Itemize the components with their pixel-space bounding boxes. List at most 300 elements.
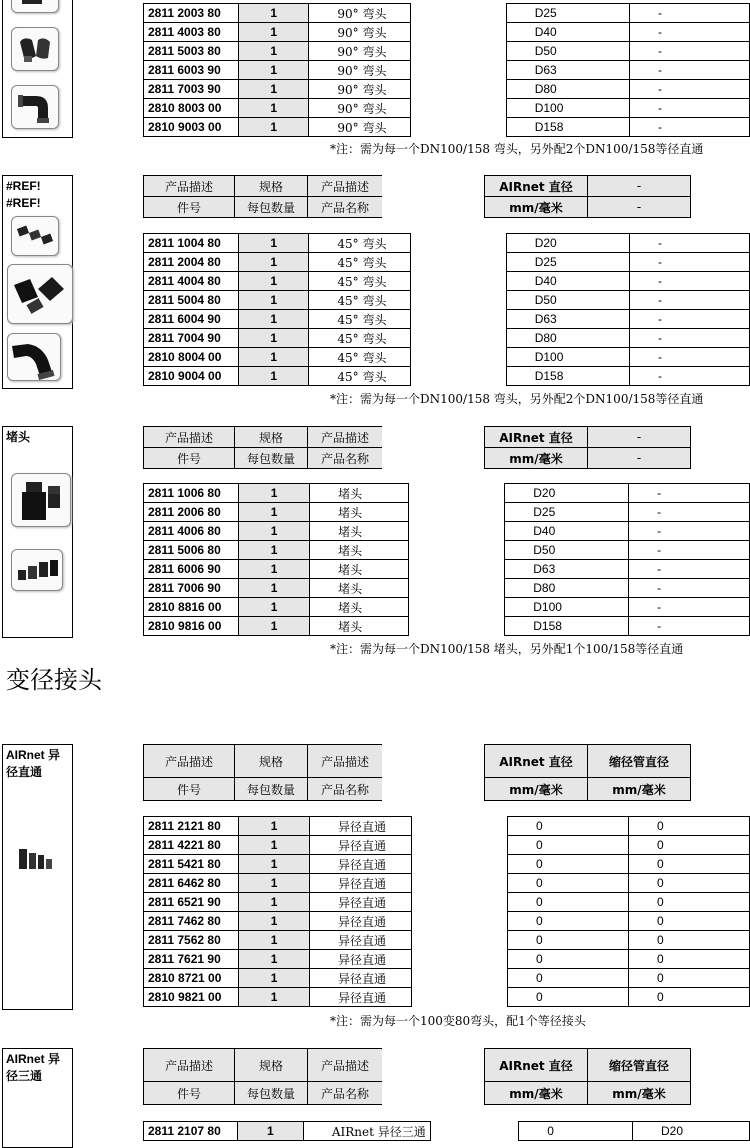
section-90-note: *注：需为每一个DN100/158 弯头，另外配2个DN100/158等径直通 [330, 142, 704, 156]
table-row [144, 931, 750, 950]
product-name-cell: 90° 弯头 [309, 61, 411, 80]
gap-cell [408, 617, 504, 636]
product-name-cell: 异径直通 [309, 988, 411, 1007]
header-qty-per-pack: 每包数量 [235, 1082, 308, 1105]
gap-cell [411, 80, 506, 99]
gap-cell [408, 541, 504, 560]
part-number-cell: 2810 8721 00 [144, 969, 239, 988]
header-qty-per-pack: 每包数量 [235, 197, 308, 218]
part-number-cell: 2811 5006 80 [144, 541, 239, 560]
secondary-value-cell: 0 [628, 931, 749, 950]
quantity-cell: 1 [239, 80, 309, 99]
quantity-cell: 1 [239, 272, 309, 291]
quantity-cell: 1 [239, 836, 310, 855]
gap-cell [411, 874, 507, 893]
table-row [144, 836, 750, 855]
product-name-cell: 异径直通 [309, 931, 411, 950]
secondary-value-cell: 0 [628, 950, 749, 969]
gap-cell [408, 522, 504, 541]
header-gap [382, 745, 485, 778]
table-row [144, 272, 750, 291]
airnet-diameter-cell: 0 [507, 817, 628, 836]
quantity-cell: 1 [239, 893, 310, 912]
product-name-cell: 异径直通 [309, 969, 411, 988]
quantity-cell: 1 [239, 367, 309, 386]
header-gap [382, 778, 485, 801]
part-number-cell: 2811 4221 80 [144, 836, 239, 855]
airnet-diameter-cell: D158 [506, 367, 629, 386]
product-name-cell: 90° 弯头 [309, 80, 411, 99]
secondary-value-cell: 0 [628, 836, 749, 855]
section-tee-header [143, 1048, 691, 1105]
part-number-cell: 2810 9003 00 [144, 118, 239, 137]
secondary-value-cell: 0 [628, 969, 749, 988]
secondary-value-cell: - [630, 272, 750, 291]
header-col5: - [588, 176, 691, 197]
product-name-cell: AIRnet 异径三通 [303, 1122, 430, 1141]
gap-cell [411, 836, 507, 855]
airnet-diameter-cell: D158 [506, 118, 629, 137]
airnet-diameter-cell: D20 [505, 484, 629, 503]
gap-cell [411, 329, 506, 348]
elbow-90-large-image [11, 85, 59, 129]
airnet-diameter-cell: D25 [506, 253, 629, 272]
header-qty-per-pack: 每包数量 [235, 778, 308, 801]
section-cap-title: 堵头 [6, 430, 31, 444]
cap-small-image [11, 549, 63, 591]
table-row [144, 367, 750, 386]
airnet-diameter-cell: D25 [505, 503, 629, 522]
quantity-cell: 1 [239, 23, 309, 42]
airnet-diameter-cell: D63 [506, 310, 629, 329]
gap-cell [408, 598, 504, 617]
header-col5-sub: - [588, 197, 691, 218]
airnet-diameter-cell: 0 [507, 912, 628, 931]
quantity-cell: 1 [239, 855, 310, 874]
airnet-diameter-cell: D25 [506, 4, 629, 23]
section-tee-left-panel [2, 1048, 73, 1148]
secondary-value-cell: - [630, 234, 750, 253]
quantity-cell: 1 [239, 348, 309, 367]
table-row [144, 598, 750, 617]
product-name-cell: 异径直通 [309, 893, 411, 912]
airnet-diameter-cell: 0 [507, 874, 628, 893]
header-gap [382, 176, 485, 197]
gap-cell [408, 560, 504, 579]
airnet-diameter-cell: 0 [507, 950, 628, 969]
secondary-value-cell: 0 [628, 893, 749, 912]
elbow-90-image [11, 27, 59, 71]
secondary-value-cell: - [629, 598, 750, 617]
secondary-value-cell: - [629, 617, 750, 636]
section-45-header [143, 175, 691, 218]
part-number-cell: 2811 4004 80 [144, 272, 239, 291]
gap-cell [411, 817, 507, 836]
part-number-cell: 2810 9004 00 [144, 367, 239, 386]
table-row [144, 874, 750, 893]
part-number-cell: 2810 8004 00 [144, 348, 239, 367]
gap-cell [411, 42, 506, 61]
table-row [144, 234, 750, 253]
product-name-cell: 堵头 [310, 617, 409, 636]
product-name-cell: 90° 弯头 [309, 118, 411, 137]
table-row [144, 1122, 750, 1141]
header-spec: 规格 [235, 1049, 308, 1082]
table-row [144, 522, 750, 541]
secondary-value-cell: 0 [628, 988, 749, 1007]
quantity-cell: 1 [239, 931, 310, 950]
quantity-cell: 1 [239, 234, 309, 253]
quantity-cell: 1 [239, 522, 310, 541]
table-row [144, 893, 750, 912]
table-row [144, 23, 750, 42]
gap-cell [408, 484, 504, 503]
secondary-value-cell: - [630, 348, 750, 367]
section-cap-header [143, 426, 691, 469]
product-name-cell: 45° 弯头 [309, 291, 411, 310]
product-name-cell: 45° 弯头 [309, 367, 411, 386]
section-45-title: #REF! #REF! [6, 179, 41, 210]
airnet-diameter-cell: D80 [506, 80, 629, 99]
part-number-cell: 2811 6006 90 [144, 560, 239, 579]
table-row [144, 348, 750, 367]
header-spec: 规格 [235, 176, 308, 197]
section-90-table [143, 3, 750, 137]
part-number-cell: 2811 4003 80 [144, 23, 239, 42]
part-number-cell: 2811 5421 80 [144, 855, 239, 874]
product-name-cell: 异径直通 [309, 836, 411, 855]
table-row [144, 484, 750, 503]
secondary-value-cell: - [630, 61, 750, 80]
airnet-diameter-cell: D100 [505, 598, 629, 617]
header-gap [382, 427, 485, 448]
gap-cell [411, 61, 506, 80]
quantity-cell: 1 [239, 42, 309, 61]
secondary-value-cell: - [629, 541, 750, 560]
airnet-diameter-cell: D40 [506, 23, 629, 42]
header-gap [382, 1049, 485, 1082]
table-row [144, 560, 750, 579]
secondary-value-cell: - [630, 4, 750, 23]
header-unit-mm: mm/毫米 [485, 197, 588, 218]
secondary-value-cell: - [630, 253, 750, 272]
airnet-diameter-cell: D80 [505, 579, 629, 598]
part-number-cell: 2811 2003 80 [144, 4, 239, 23]
gap-cell [411, 855, 507, 874]
secondary-value-cell: 0 [628, 855, 749, 874]
header-airnet-diameter: AIRnet 直径 [485, 427, 588, 448]
secondary-value-cell: - [629, 579, 750, 598]
quantity-cell: 1 [239, 4, 309, 23]
quantity-cell: 1 [239, 503, 310, 522]
airnet-diameter-cell: 0 [507, 893, 628, 912]
airnet-diameter-cell: D63 [505, 560, 629, 579]
table-row [144, 541, 750, 560]
part-number-cell: 2811 6462 80 [144, 874, 239, 893]
table-row [144, 80, 750, 99]
header-reducer-diameter: 缩径管直径 [588, 745, 691, 778]
product-name-cell: 堵头 [310, 560, 409, 579]
airnet-diameter-cell: D80 [506, 329, 629, 348]
gap-cell [411, 234, 506, 253]
header-airnet-diameter: AIRnet 直径 [485, 1049, 588, 1082]
table-row [144, 253, 750, 272]
elbow-90-small-image [11, 0, 59, 13]
header-spec: 规格 [235, 427, 308, 448]
header-product-name: 产品名称 [308, 448, 383, 469]
gap-cell [411, 348, 506, 367]
secondary-value-cell: - [629, 560, 750, 579]
header-part-no: 件号 [144, 1082, 235, 1105]
secondary-value-cell: - [629, 503, 750, 522]
gap-cell [411, 893, 507, 912]
section-tee-table [143, 1121, 750, 1141]
quantity-cell: 1 [239, 874, 310, 893]
table-row [144, 61, 750, 80]
product-name-cell: 45° 弯头 [309, 272, 411, 291]
table-row [144, 4, 750, 23]
secondary-value-cell: - [630, 291, 750, 310]
section-tee-title: AIRnet 异径三通 [6, 1052, 61, 1083]
header-unit-mm-2: mm/毫米 [588, 1082, 691, 1105]
header-part-no: 件号 [144, 197, 235, 218]
product-name-cell: 90° 弯头 [309, 99, 411, 118]
quantity-cell: 1 [239, 617, 310, 636]
reducer-section-heading: 变径接头 [6, 666, 102, 694]
airnet-diameter-cell: 0 [507, 855, 628, 874]
product-name-cell: 90° 弯头 [309, 42, 411, 61]
header-spec: 规格 [235, 745, 308, 778]
section-reducer-note: *注：需为每一个100变80弯头，配1个等径接头 [330, 1014, 586, 1028]
product-name-cell: 堵头 [310, 522, 409, 541]
table-row [144, 855, 750, 874]
table-row [144, 817, 750, 836]
quantity-cell: 1 [239, 969, 310, 988]
quantity-cell: 1 [239, 950, 310, 969]
part-number-cell: 2811 2107 80 [144, 1122, 238, 1141]
quantity-cell: 1 [239, 329, 309, 348]
section-cap-left-panel [2, 426, 73, 638]
gap-cell [411, 367, 506, 386]
table-row [144, 99, 750, 118]
section-cap-table [143, 483, 750, 636]
header-product-name: 产品名称 [308, 197, 383, 218]
table-row [144, 579, 750, 598]
gap-cell [411, 4, 506, 23]
section-reducer-header [143, 744, 691, 801]
part-number-cell: 2811 5003 80 [144, 42, 239, 61]
product-name-cell: 异径直通 [309, 874, 411, 893]
secondary-value-cell: - [630, 80, 750, 99]
section-90-left-panel [2, 0, 73, 138]
header-product-desc-2: 产品描述 [308, 1049, 383, 1082]
product-name-cell: 堵头 [310, 503, 409, 522]
table-row [144, 291, 750, 310]
airnet-diameter-cell: D50 [506, 42, 629, 61]
gap-cell [411, 272, 506, 291]
table-row [144, 118, 750, 137]
secondary-value-cell: - [630, 329, 750, 348]
gap-cell [411, 310, 506, 329]
quantity-cell: 1 [239, 560, 310, 579]
header-product-desc-2: 产品描述 [308, 745, 383, 778]
airnet-diameter-cell: 0 [507, 969, 628, 988]
header-qty-per-pack: 每包数量 [235, 448, 308, 469]
header-airnet-diameter: AIRnet 直径 [485, 745, 588, 778]
quantity-cell: 1 [239, 598, 310, 617]
quantity-cell: 1 [237, 1122, 303, 1141]
part-number-cell: 2811 7006 90 [144, 579, 239, 598]
header-reducer-diameter: 缩径管直径 [588, 1049, 691, 1082]
quantity-cell: 1 [239, 579, 310, 598]
gap-cell [411, 931, 507, 950]
secondary-value-cell: 0 [628, 874, 749, 893]
header-col5: - [588, 427, 691, 448]
airnet-diameter-cell: D158 [505, 617, 629, 636]
secondary-value-cell: - [630, 367, 750, 386]
product-name-cell: 45° 弯头 [309, 310, 411, 329]
product-name-cell: 45° 弯头 [309, 329, 411, 348]
product-name-cell: 堵头 [310, 484, 409, 503]
airnet-diameter-cell: 0 [507, 988, 628, 1007]
header-product-name: 产品名称 [308, 778, 383, 801]
product-name-cell: 异径直通 [309, 817, 411, 836]
section-45-left-panel [2, 175, 73, 389]
section-reducer-left-panel [2, 744, 73, 1010]
product-name-cell: 45° 弯头 [309, 348, 411, 367]
header-product-name: 产品名称 [308, 1082, 383, 1105]
table-row [144, 988, 750, 1007]
section-reducer-title: AIRnet 异径直通 [6, 748, 61, 779]
section-reducer-table [143, 816, 750, 1007]
quantity-cell: 1 [239, 99, 309, 118]
part-number-cell: 2811 2004 80 [144, 253, 239, 272]
quantity-cell: 1 [239, 988, 310, 1007]
header-unit-mm: mm/毫米 [485, 778, 588, 801]
quantity-cell: 1 [239, 61, 309, 80]
header-part-no: 件号 [144, 448, 235, 469]
header-product-desc: 产品描述 [144, 176, 235, 197]
part-number-cell: 2811 6521 90 [144, 893, 239, 912]
product-name-cell: 堵头 [310, 579, 409, 598]
header-gap [382, 197, 485, 218]
elbow-45-small-image [11, 216, 59, 256]
gap-cell [411, 118, 506, 137]
secondary-value-cell: - [629, 522, 750, 541]
part-number-cell: 2811 6004 90 [144, 310, 239, 329]
header-product-desc-2: 产品描述 [308, 176, 383, 197]
part-number-cell: 2811 1004 80 [144, 234, 239, 253]
product-name-cell: 异径直通 [309, 912, 411, 931]
quantity-cell: 1 [239, 484, 310, 503]
secondary-value-cell: - [630, 42, 750, 61]
gap-cell [408, 503, 504, 522]
header-product-desc: 产品描述 [144, 427, 235, 448]
header-unit-mm: mm/毫米 [485, 1082, 588, 1105]
airnet-diameter-cell: D20 [506, 234, 629, 253]
product-name-cell: 异径直通 [309, 855, 411, 874]
table-row [144, 969, 750, 988]
quantity-cell: 1 [239, 310, 309, 329]
table-row [144, 912, 750, 931]
header-unit-mm-2: mm/毫米 [588, 778, 691, 801]
elbow-45-image [7, 264, 73, 324]
part-number-cell: 2810 8003 00 [144, 99, 239, 118]
part-number-cell: 2811 7621 90 [144, 950, 239, 969]
header-unit-mm: mm/毫米 [485, 448, 588, 469]
part-number-cell: 2811 7004 90 [144, 329, 239, 348]
part-number-cell: 2811 7462 80 [144, 912, 239, 931]
secondary-value-cell: - [630, 118, 750, 137]
table-row [144, 617, 750, 636]
part-number-cell: 2811 2006 80 [144, 503, 239, 522]
airnet-diameter-cell: 0 [507, 836, 628, 855]
gap-cell [430, 1122, 518, 1141]
part-number-cell: 2810 8816 00 [144, 598, 239, 617]
part-number-cell: 2811 2121 80 [144, 817, 239, 836]
airnet-diameter-cell: D50 [505, 541, 629, 560]
table-row [144, 329, 750, 348]
gap-cell [411, 291, 506, 310]
airnet-diameter-cell: D40 [505, 522, 629, 541]
section-45-table [143, 233, 750, 386]
gap-cell [411, 950, 507, 969]
header-product-desc: 产品描述 [144, 1049, 235, 1082]
header-product-desc: 产品描述 [144, 745, 235, 778]
gap-cell [411, 912, 507, 931]
part-number-cell: 2811 5004 80 [144, 291, 239, 310]
product-name-cell: 45° 弯头 [309, 253, 411, 272]
cap-large-image [11, 473, 71, 527]
airnet-diameter-cell: D63 [506, 61, 629, 80]
header-product-desc-2: 产品描述 [308, 427, 383, 448]
table-row [144, 42, 750, 61]
airnet-diameter-cell: D100 [506, 99, 629, 118]
part-number-cell: 2810 9816 00 [144, 617, 239, 636]
airnet-diameter-cell: D100 [506, 348, 629, 367]
secondary-value-cell: - [630, 310, 750, 329]
gap-cell [411, 969, 507, 988]
gap-cell [411, 253, 506, 272]
part-number-cell: 2811 6003 90 [144, 61, 239, 80]
product-name-cell: 45° 弯头 [309, 234, 411, 253]
quantity-cell: 1 [239, 118, 309, 137]
header-col5-sub: - [588, 448, 691, 469]
quantity-cell: 1 [239, 817, 310, 836]
reducer-image [17, 845, 57, 875]
header-part-no: 件号 [144, 778, 235, 801]
header-gap [382, 1082, 485, 1105]
table-row [144, 950, 750, 969]
gap-cell [408, 579, 504, 598]
section-cap-note: *注：需为每一个DN100/158 堵头，另外配1个100/158等径直通 [330, 642, 684, 656]
airnet-diameter-cell: D40 [506, 272, 629, 291]
product-name-cell: 90° 弯头 [309, 23, 411, 42]
secondary-value-cell: 0 [628, 817, 749, 836]
part-number-cell: 2811 4006 80 [144, 522, 239, 541]
header-gap [382, 448, 485, 469]
part-number-cell: 2810 9821 00 [144, 988, 239, 1007]
airnet-diameter-cell: 0 [519, 1122, 633, 1141]
airnet-diameter-cell: 0 [507, 931, 628, 950]
product-name-cell: 异径直通 [309, 950, 411, 969]
secondary-value-cell: - [629, 484, 750, 503]
gap-cell [411, 988, 507, 1007]
section-45-note: *注：需为每一个DN100/158 弯头，另外配2个DN100/158等径直通 [330, 392, 704, 406]
gap-cell [411, 23, 506, 42]
header-airnet-diameter: AIRnet 直径 [485, 176, 588, 197]
part-number-cell: 2811 1006 80 [144, 484, 239, 503]
